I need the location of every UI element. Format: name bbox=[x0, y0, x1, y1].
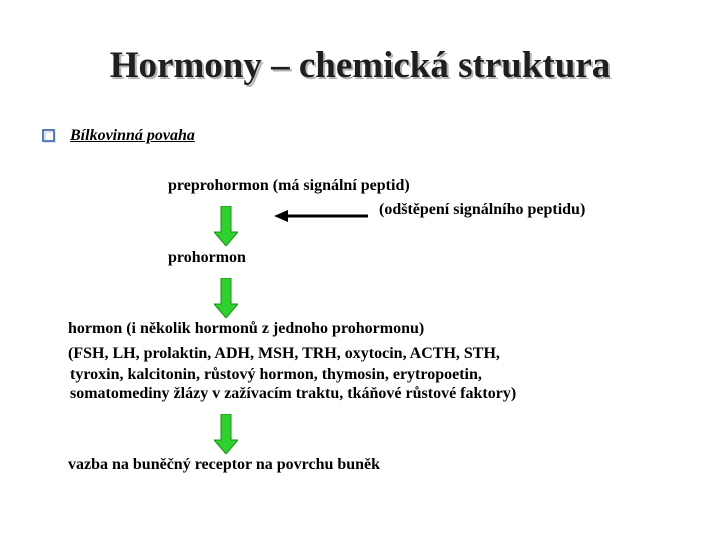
hormon-examples-line: (FSH, LH, prolaktin, ADH, MSH, TRH, oxytocin, ACTH, STH, bbox=[68, 345, 500, 362]
left-arrow-icon bbox=[274, 210, 368, 222]
hormon-examples-line: somatomediny žlázy v zažívacím traktu, tkáňové růstové faktory) bbox=[70, 385, 517, 402]
down-arrow-icon bbox=[214, 206, 238, 246]
down-arrow-icon bbox=[214, 414, 238, 454]
step-note-signal-peptide: (odštěpení signálního peptidu) bbox=[379, 201, 586, 218]
step-receptor-binding: vazba na buněčný receptor na povrchu buněk bbox=[68, 456, 381, 473]
section-heading: Bílkovinná povaha bbox=[70, 127, 195, 144]
step-preprohormon: preprohormon (má signální peptid) bbox=[168, 177, 410, 194]
checkbox-bullet-icon bbox=[42, 129, 56, 143]
hormon-examples-line: tyroxin, kalcitonin, růstový hormon, thymosin, erytropoetin, bbox=[70, 366, 482, 383]
down-arrow-icon bbox=[214, 278, 238, 318]
step-hormon: hormon (i několik hormonů z jednoho prohormonu) bbox=[68, 320, 425, 337]
step-prohormon: prohormon bbox=[168, 249, 246, 266]
slide-title: Hormony – chemická struktura bbox=[109, 45, 611, 86]
